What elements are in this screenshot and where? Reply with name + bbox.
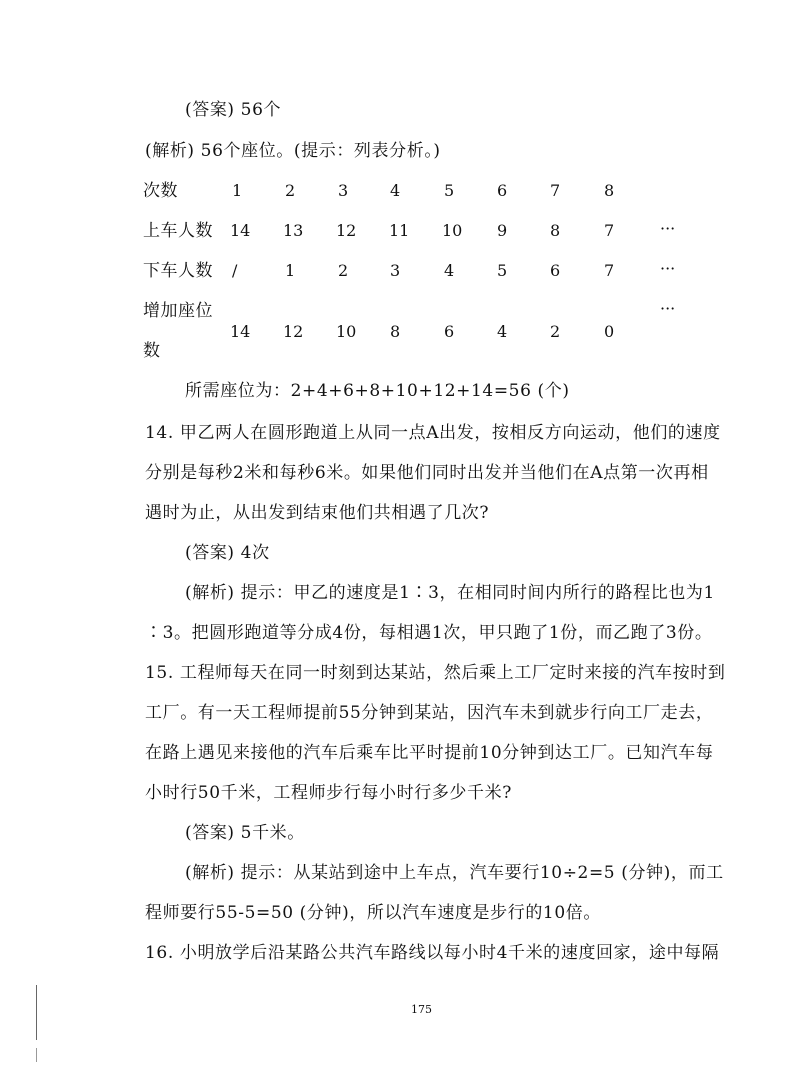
- table-cell: 12: [283, 322, 304, 341]
- table-cell: 6: [444, 322, 455, 341]
- q16-question-line-1: 16. 小明放学后沿某路公共汽车路线以每小时4千米的速度回家，途中每隔: [145, 943, 720, 963]
- q14-analysis-line-2: ∶3。把圆形跑道等分成4份，每相遇1次，甲只跑了1份，而乙跑了3份。: [145, 623, 713, 643]
- q15-analysis-line-1: (解析) 提示：从某站到途中上车点，汽车要行10÷2=5 (分钟)，而工: [185, 863, 724, 883]
- table-cell: 7: [550, 181, 561, 200]
- table-cell: 6: [497, 181, 508, 200]
- table-cell: 9: [497, 221, 508, 240]
- table-cell: 4: [390, 181, 401, 200]
- q15-question-line-4: 小时行50千米，工程师步行每小时行多少千米?: [145, 783, 512, 803]
- scan-mark: [36, 985, 37, 1040]
- table-cell: 8: [390, 322, 401, 341]
- q15-question-line-2: 工厂。有一天工程师提前55分钟到某站，因汽车未到就步行向工厂走去，: [145, 703, 714, 723]
- table-cell: 3: [338, 181, 349, 200]
- q15-answer: (答案) 5千米。: [185, 823, 305, 843]
- row-label-alighting: 下车人数: [143, 261, 213, 281]
- table-cell: 0: [604, 322, 615, 341]
- row-label-added-seats-cont: 数: [143, 341, 161, 361]
- table-cell: 10: [336, 322, 357, 341]
- table-cell: 2: [550, 322, 561, 341]
- q14-analysis-line-1: (解析) 提示：甲乙的速度是1∶3，在相同时间内所行的路程比也为1: [185, 583, 715, 603]
- table-cell: 13: [283, 221, 304, 240]
- q15-question-line-1: 15. 工程师每天在同一时刻到达某站，然后乘上工厂定时来接的汽车按时到: [145, 663, 726, 683]
- q13-total: 所需座位为：2+4+6+8+10+12+14=56 (个): [185, 381, 570, 401]
- table-cell: 12: [336, 221, 357, 240]
- table-cell: 8: [550, 221, 561, 240]
- table-cell: /: [232, 261, 238, 280]
- table-cell: 2: [285, 181, 296, 200]
- table-cell: 5: [497, 261, 508, 280]
- page-number: 175: [411, 1003, 432, 1016]
- row-label-added-seats: 增加座位: [143, 301, 213, 321]
- table-cell: 11: [389, 221, 410, 240]
- table-cell: 4: [497, 322, 508, 341]
- q13-answer: (答案) 56个: [185, 100, 282, 120]
- ellipsis: ···: [660, 219, 676, 238]
- table-cell: 6: [550, 261, 561, 280]
- row-label-boarding: 上车人数: [143, 221, 213, 241]
- scan-mark: [36, 1048, 37, 1062]
- q15-analysis-line-2: 程师要行55-5=50 (分钟)，所以汽车速度是步行的10倍。: [145, 903, 601, 923]
- table-cell: 7: [604, 261, 615, 280]
- q14-question-line-1: 14. 甲乙两人在圆形跑道上从同一点A出发，按相反方向运动，他们的速度: [145, 423, 721, 443]
- ellipsis: ···: [660, 259, 676, 278]
- table-cell: 7: [604, 221, 615, 240]
- ellipsis: ···: [660, 299, 676, 318]
- table-cell: 3: [390, 261, 401, 280]
- table-cell: 1: [285, 261, 296, 280]
- q14-question-line-2: 分别是每秒2米和每秒6米。如果他们同时出发并当他们在A点第一次再相: [145, 463, 709, 483]
- table-cell: 10: [442, 221, 463, 240]
- q14-question-line-3: 遇时为止，从出发到结束他们共相遇了几次?: [145, 503, 490, 523]
- table-cell: 1: [232, 181, 243, 200]
- table-cell: 14: [230, 322, 251, 341]
- table-cell: 2: [338, 261, 349, 280]
- q14-answer: (答案) 4次: [185, 543, 270, 563]
- table-cell: 8: [604, 181, 615, 200]
- row-label-times: 次数: [143, 181, 178, 201]
- table-cell: 14: [230, 221, 251, 240]
- q13-analysis: (解析) 56个座位。(提示：列表分析。): [145, 141, 441, 161]
- table-cell: 4: [444, 261, 455, 280]
- q15-question-line-3: 在路上遇见来接他的汽车后乘车比平时提前10分钟到达工厂。已知汽车每: [145, 743, 714, 763]
- table-cell: 5: [444, 181, 455, 200]
